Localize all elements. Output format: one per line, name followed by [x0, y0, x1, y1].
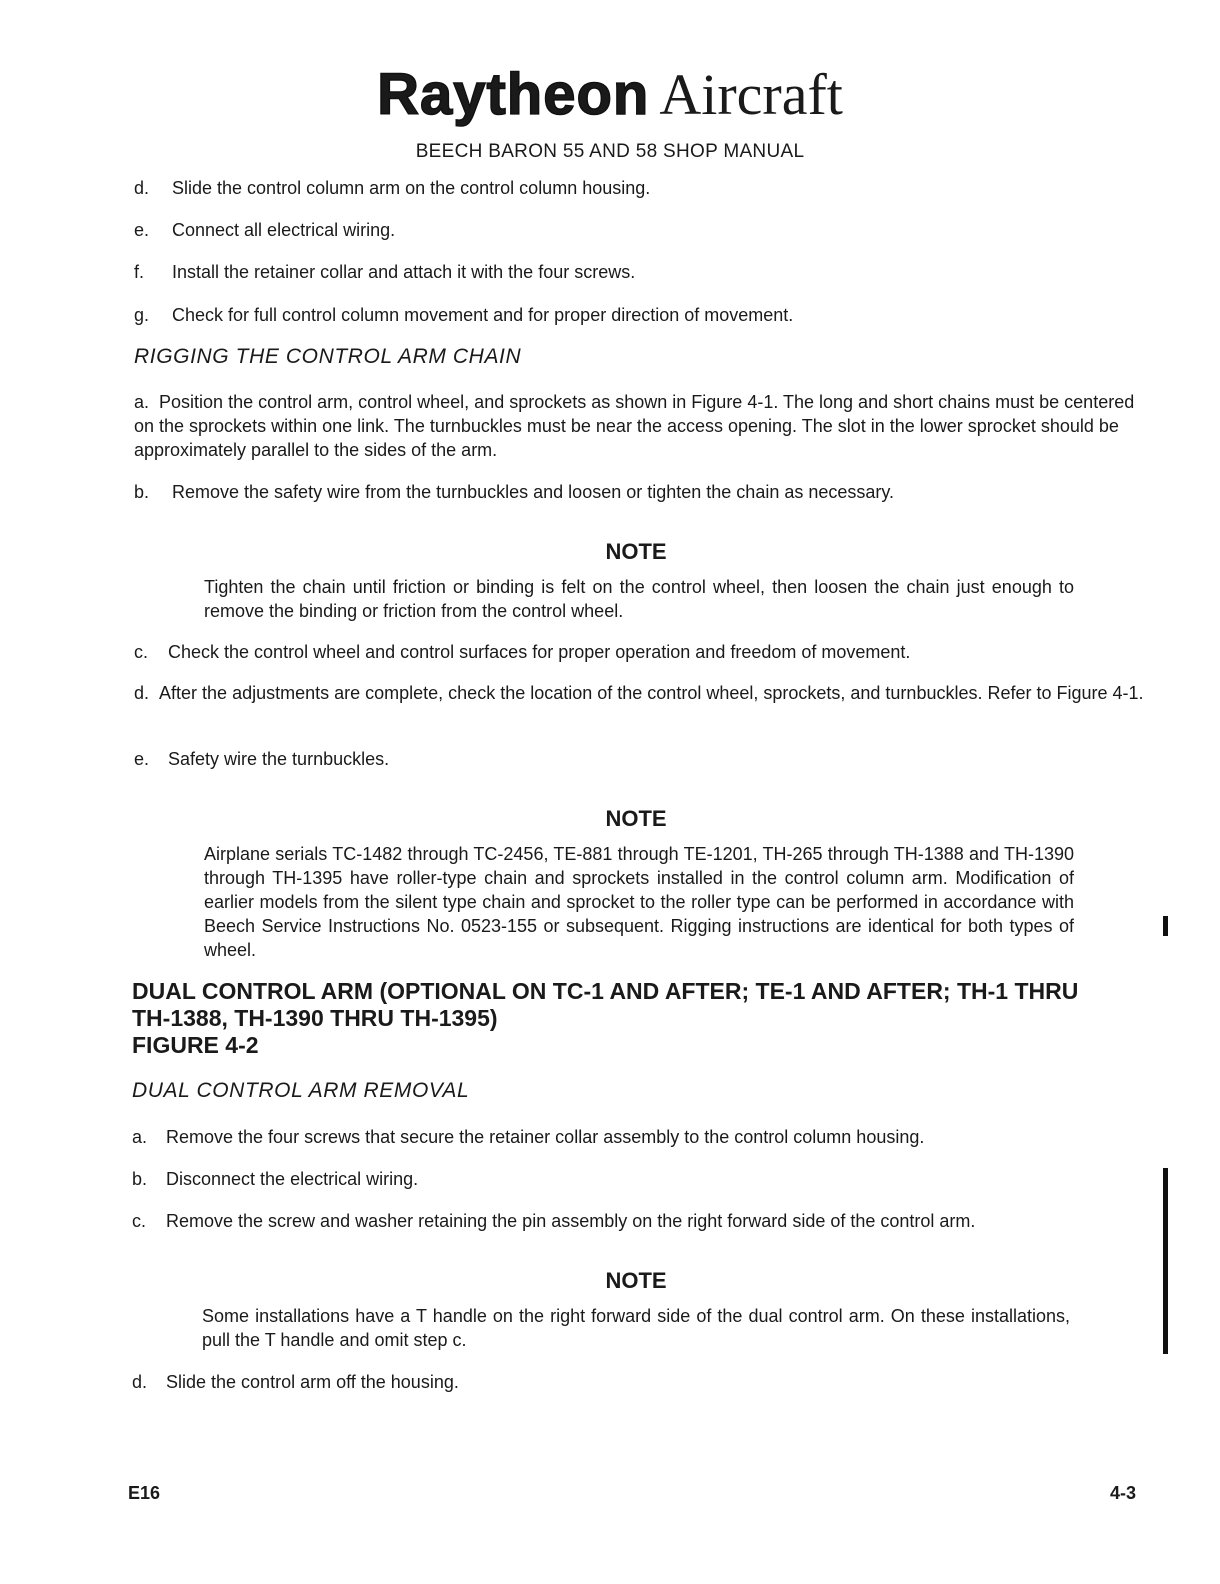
list-item: e. Connect all electrical wiring. [134, 220, 396, 240]
note-body: Some installations have a T handle on the right forward side of the dual control arm. On these installations, pull the T handle and omit step c. [202, 1306, 1070, 1350]
list-item: d. Slide the control column arm on the control column housing. [134, 178, 651, 198]
list-item: e. Safety wire the turnbuckles. [134, 749, 390, 769]
note-title: NOTE [605, 539, 667, 564]
footer-code: E16 [128, 1483, 161, 1503]
list-item: c. Remove the screw and washer retaining the pin assembly on the right forward side of the control arm. [132, 1211, 976, 1231]
note-title: NOTE [605, 806, 667, 831]
section-heading-removal: DUAL CONTROL ARM REMOVAL [132, 1079, 470, 1102]
list-item: d. After the adjustments are complete, check the location of the control wheel, sprockets, and turnbuckles. Refer to Figure 4-1. [134, 683, 1144, 703]
change-bar [1163, 1168, 1168, 1354]
manual-title: BEECH BARON 55 AND 58 SHOP MANUAL [415, 141, 805, 162]
note-body: Airplane serials TC-1482 through TC-2456, TE-881 through TE-1201, TH-265 through TH-1388 and TH-1390 through TH-1395 have roller-type chain and sprockets installed in the control column arm. Modification of earlier models from the silent type chain and sprocket to the roller type can be performed in accordance with Beech Service Instructions No. 0523-155 or subsequent. Rigging instructions are identical for both types of wheel. [204, 844, 1074, 960]
change-bar [1163, 916, 1168, 936]
section-heading-rigging: RIGGING THE CONTROL ARM CHAIN [134, 345, 522, 368]
list-item: b. Disconnect the electrical wiring. [132, 1169, 419, 1189]
list-item: a. Remove the four screws that secure the retainer collar assembly to the control column housing. [132, 1127, 925, 1147]
note-body: Tighten the chain until friction or binding is felt on the control wheel, then loosen the chain just enough to remove the binding or friction from the control wheel. [204, 577, 1074, 621]
note-title: NOTE [605, 1268, 667, 1293]
list-item: f. Install the retainer collar and attach it with the four screws. [134, 262, 636, 282]
brand-logo [0, 62, 1220, 128]
list-item: c. Check the control wheel and control surfaces for proper operation and freedom of movement. [134, 642, 911, 662]
list-item: a. Position the control arm, control wheel, and sprockets as shown in Figure 4-1. The long and short chains must be centered on the sprockets within one link. The turnbuckles must be near the access opening. The slot in the lower sprocket should be approximately parallel to the sides of the arm. [134, 392, 1135, 460]
brand-name: Raytheon [377, 62, 650, 127]
list-item: b. Remove the safety wire from the turnbuckles and loosen or tighten the chain as necessary. [134, 482, 895, 502]
list-item: d. Slide the control arm off the housing. [132, 1372, 459, 1392]
section-heading-dual-control-arm: DUAL CONTROL ARM (OPTIONAL ON TC-1 AND AFTER; TE-1 AND AFTER; TH-1 THRU TH-1388, TH-1390 THRU TH-1395) FIGURE 4-2 [132, 978, 1079, 1058]
brand-suffix: Aircraft [659, 62, 843, 127]
list-item: g. Check for full control column movement and for proper direction of movement. [134, 305, 794, 325]
page-number: 4-3 [1110, 1483, 1137, 1503]
